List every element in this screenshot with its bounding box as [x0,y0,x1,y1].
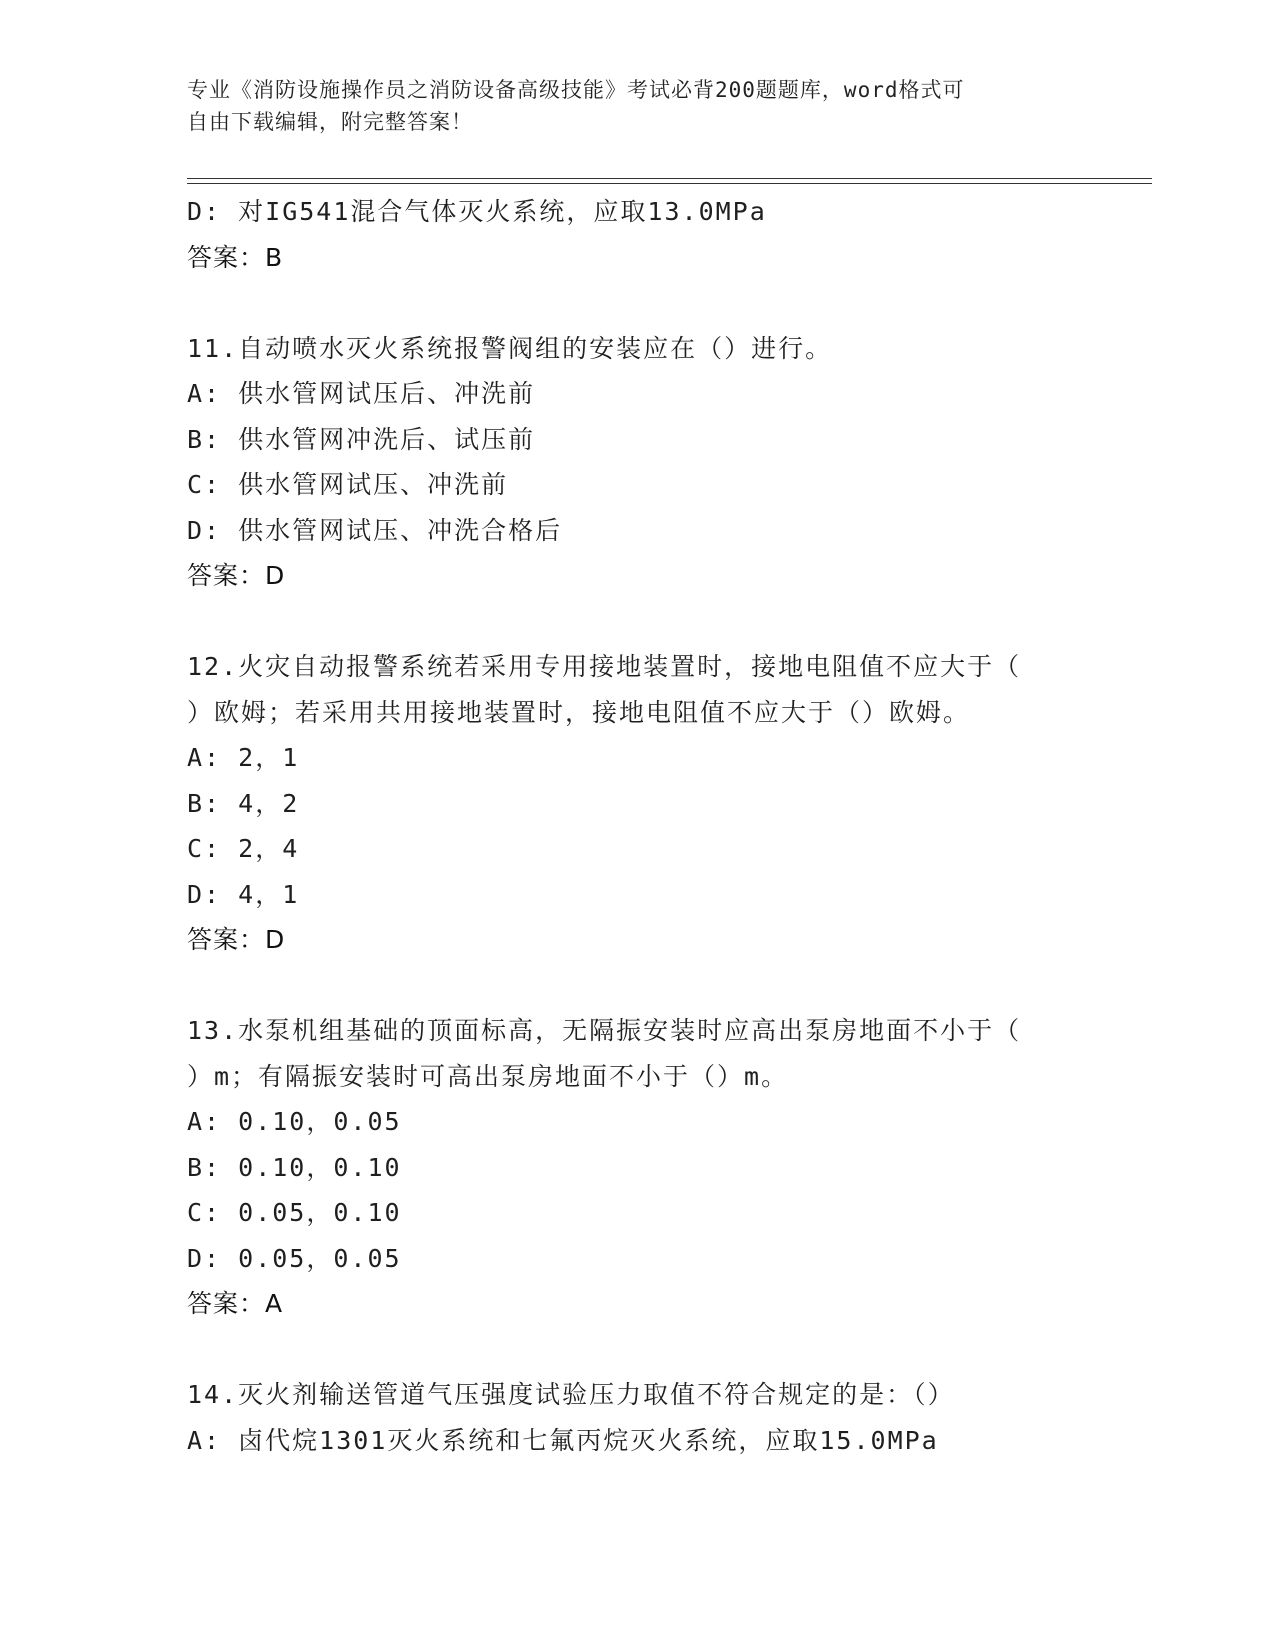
option-c: C: 供水管网试压、冲洗前 [187,470,509,499]
option-d: D: 4，1 [187,879,300,909]
option-d: D: 对IG541混合气体灭火系统，应取13.0MPa [187,197,767,226]
question-14 [187,1372,1087,1463]
option-b: B: 0.10，0.10 [187,1152,402,1182]
question-12 [187,644,1087,963]
spacer [187,599,1087,645]
answer-line: 答案：D [187,925,286,954]
option-b: B: 4，2 [187,788,300,818]
option-c: C: 2，4 [187,834,300,863]
answer-line: 答案：B [187,242,284,272]
spacer [187,963,1087,1009]
document-header [187,74,1087,138]
option-a: A: 供水管网试压后、冲洗前 [187,379,536,408]
question-text: 13.水泵机组基础的顶面标高，无隔振安装时应高出泵房地面不小于（ [187,1016,1022,1045]
option-a: A: 2，1 [187,743,300,772]
answer-line: 答案：D [187,561,286,590]
question-text: 12.火灾自动报警系统若采用专用接地装置时，接地电阻值不应大于（ [187,652,1022,681]
option-d: D: 0.05，0.05 [187,1243,402,1273]
header-divider-top [187,178,1152,179]
question-text: 11.自动喷水灭火系统报警阀组的安装应在（）进行。 [187,333,833,363]
question-list [187,189,1087,1463]
spacer [187,1327,1087,1373]
option-b: B: 供水管网冲洗后、试压前 [187,424,536,454]
question-text: 14.灭火剂输送管道气压强度试验压力取值不符合规定的是：（） [187,1380,955,1409]
header-divider-bottom [187,183,1152,184]
option-a: A: 卤代烷1301灭火系统和七氟丙烷灭火系统，应取15.0MPa [187,1425,939,1455]
question-13 [187,1008,1087,1327]
option-d: D: 供水管网试压、冲洗合格后 [187,515,563,545]
question-text-continued: ）m；有隔振安装时可高出泵房地面不小于（）m。 [187,1061,789,1091]
header-line-1: 专业《消防设施操作员之消防设备高级技能》考试必背200题题库，word格式可 [187,78,965,102]
option-a: A: 0.10，0.05 [187,1107,402,1136]
question-text-continued: ）欧姆；若采用共用接地装置时，接地电阻值不应大于（）欧姆。 [187,697,971,727]
question-11 [187,326,1087,599]
answer-line: 答案：A [187,1289,284,1318]
spacer [187,280,1087,326]
option-c: C: 0.05，0.10 [187,1198,402,1227]
header-line-2: 自由下载编辑，附完整答案！ [187,110,473,134]
